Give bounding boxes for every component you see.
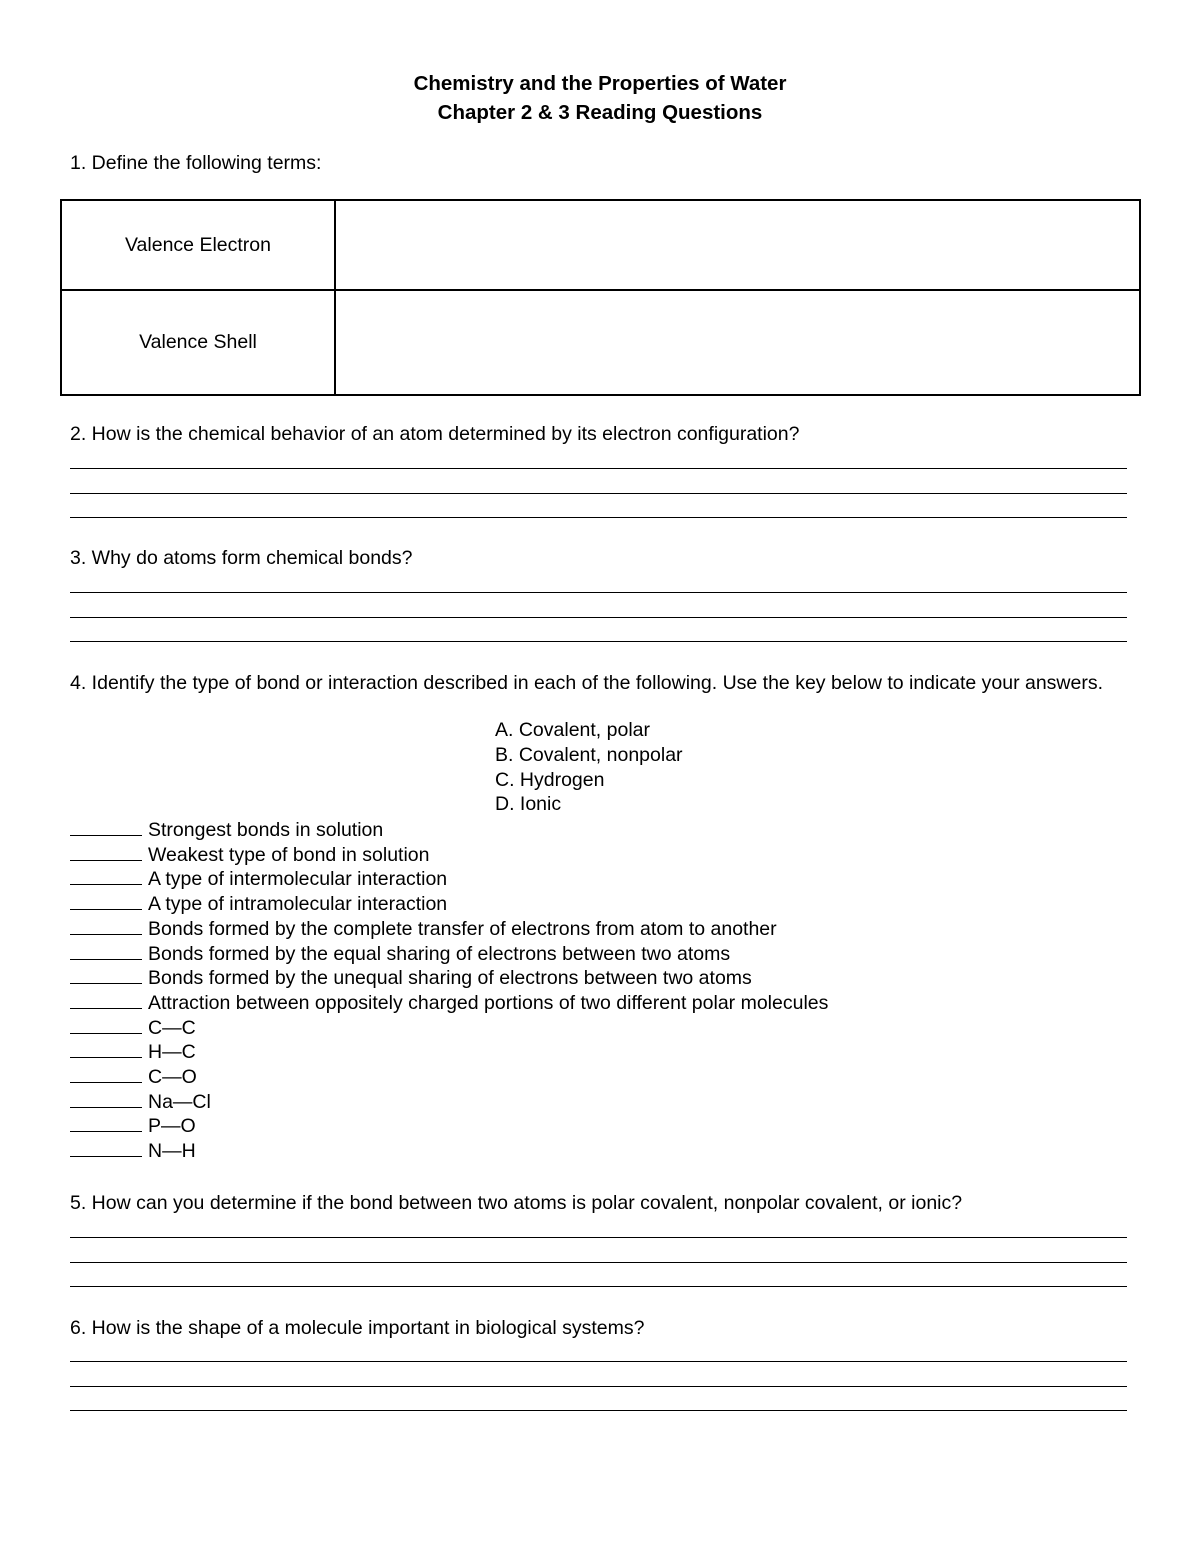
answer-blank[interactable] [70,1090,142,1108]
list-item [70,1139,828,1164]
item-text: C—C [148,1016,196,1039]
answer-line[interactable] [70,617,1127,618]
item-text: C—O [148,1066,197,1089]
list-item [70,991,828,1016]
list-item [70,1090,828,1115]
key-option-b: B. Covalent, nonpolar [495,743,683,766]
list-item [70,892,828,917]
term-valence-electron: Valence Electron [61,200,335,290]
list-item [70,843,828,868]
list-item [70,1065,828,1090]
list-item [70,942,828,967]
worksheet-title: Chemistry and the Properties of Water [413,72,787,95]
question-4-items [70,818,828,1164]
list-item [70,966,828,991]
item-text: Na—Cl [148,1090,211,1113]
answer-line[interactable] [70,1410,1127,1411]
item-text: Attraction between oppositely charged portions of two different polar molecules [148,991,829,1014]
question-3-prompt: 3. Why do atoms form chemical bonds? [70,547,413,569]
question-4-prompt: 4. Identify the type of bond or interaction described in each of the following. Use the key below to indicate your answers. [70,672,1104,694]
answer-blank[interactable] [70,991,142,1009]
answer-line[interactable] [70,641,1127,642]
item-text: Strongest bonds in solution [148,819,384,841]
item-text: Bonds formed by the equal sharing of electrons between two atoms [148,942,731,965]
answer-blank[interactable] [70,1114,142,1132]
list-item [70,1016,828,1041]
answer-line[interactable] [70,1361,1127,1362]
answer-blank[interactable] [70,942,142,960]
item-text: Bonds formed by the complete transfer of electrons from atom to another [148,917,777,940]
answer-blank[interactable] [70,1040,142,1058]
table-row [61,200,1140,290]
answer-line[interactable] [70,1286,1127,1287]
definitions-table [60,199,1141,396]
question-5-prompt: 5. How can you determine if the bond between two atoms is polar covalent, nonpolar covalent, or ionic? [70,1192,963,1214]
answer-line[interactable] [70,493,1127,494]
worksheet-subtitle: Chapter 2 & 3 Reading Questions [437,101,763,124]
list-item [70,1040,828,1065]
question-1-prompt: 1. Define the following terms: [70,152,322,174]
answer-line[interactable] [70,1262,1127,1263]
list-item [70,1114,828,1139]
item-text: A type of intramolecular interaction [148,893,448,916]
answer-blank[interactable] [70,1065,142,1083]
answer-line[interactable] [70,592,1127,593]
list-item [70,818,828,843]
item-text: Bonds formed by the unequal sharing of electrons between two atoms [148,967,752,990]
answer-blank[interactable] [70,1016,142,1034]
answer-blank[interactable] [70,867,142,885]
item-text: H—C [148,1041,196,1064]
answer-line[interactable] [70,468,1127,469]
term-valence-shell: Valence Shell [61,290,335,395]
definition-cell-valence-electron[interactable] [335,200,1140,290]
key-option-d: D. Ionic [495,793,562,816]
key-option-c: C. Hydrogen [495,768,605,791]
answer-blank[interactable] [70,818,142,836]
answer-blank[interactable] [70,843,142,861]
answer-line[interactable] [70,1237,1127,1238]
answer-line[interactable] [70,517,1127,518]
answer-line[interactable] [70,1386,1127,1387]
definition-cell-valence-shell[interactable] [335,290,1140,395]
answer-blank[interactable] [70,892,142,910]
table-row [61,290,1140,395]
answer-key [495,718,683,817]
answer-blank[interactable] [70,1139,142,1157]
question-2-prompt: 2. How is the chemical behavior of an atom determined by its electron configuration? [70,423,800,445]
item-text: N—H [148,1140,196,1163]
answer-blank[interactable] [70,917,142,935]
item-text: A type of intermolecular interaction [148,868,448,891]
list-item [70,867,828,892]
item-text: Weakest type of bond in solution [148,843,430,866]
question-6-prompt: 6. How is the shape of a molecule important in biological systems? [70,1317,645,1339]
key-option-a: A. Covalent, polar [495,719,651,741]
list-item [70,917,828,942]
answer-blank[interactable] [70,966,142,984]
item-text: P—O [148,1115,196,1138]
